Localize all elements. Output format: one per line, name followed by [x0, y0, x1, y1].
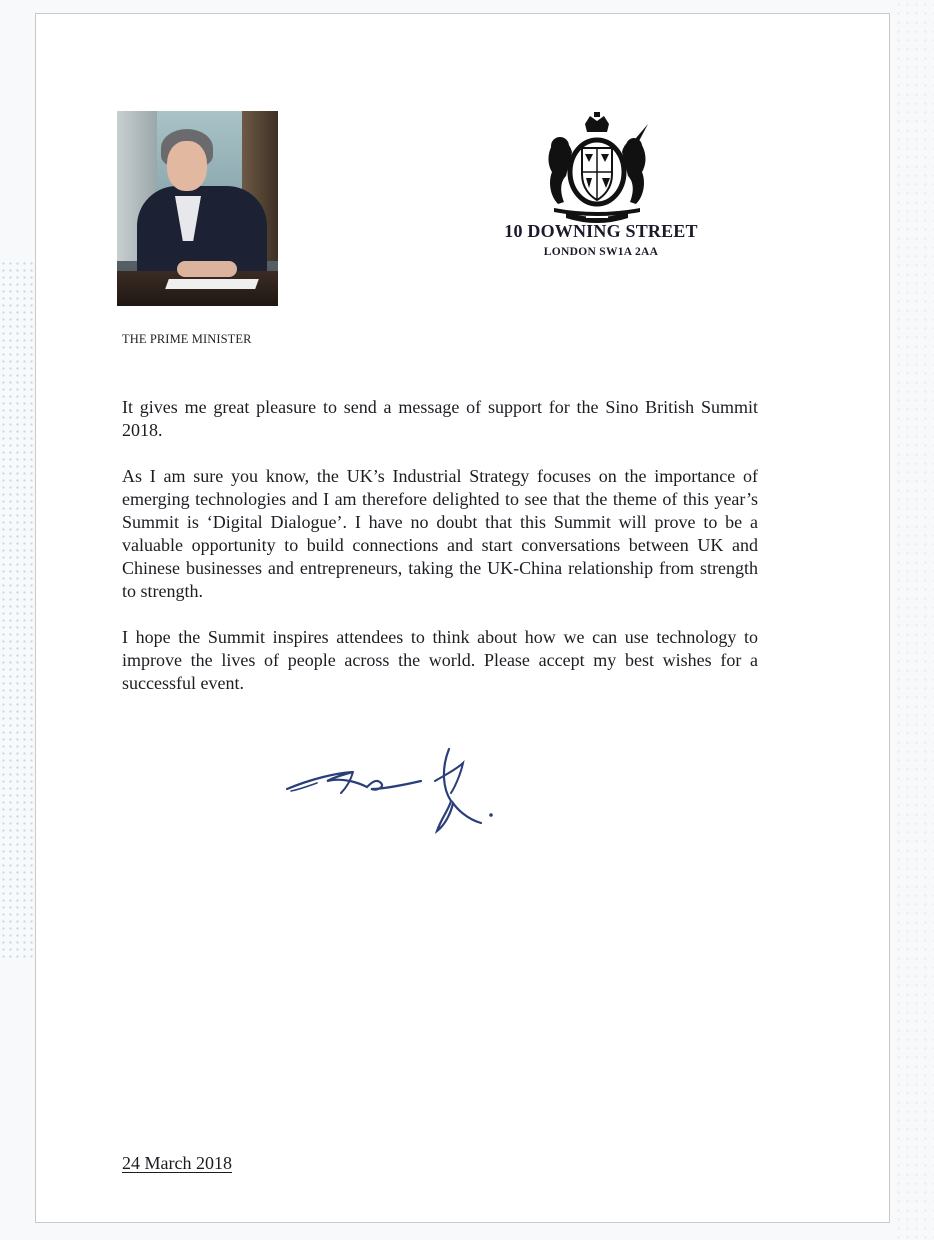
- address-city: LONDON SW1A 2AA: [543, 246, 659, 258]
- letter-body: [122, 396, 758, 718]
- royal-coat-of-arms-icon: [538, 112, 656, 230]
- letter-date: 24 March 2018: [122, 1153, 232, 1173]
- background-dots-left: [0, 260, 40, 960]
- paragraph-3: I hope the Summit inspires attendees to think about how we can use technology to improve the lives of people across the world. Please accept my best wishes for a successful event.: [122, 627, 758, 693]
- paragraph-2: As I am sure you know, the UK’s Industrial Strategy focuses on the importance of emerging technologies and I am therefore delighted to see that the theme of this year’s Summit is ‘Digital Dialogue’. I have no doubt that this Summit will prove to be a valuable opportunity to build connections and start conversations between UK and Chinese businesses and entrepreneurs, taking the UK-China relationship from strength to strength.: [122, 466, 758, 601]
- handwritten-signature: [281, 739, 511, 839]
- letter-page: [35, 13, 890, 1223]
- address-street: 10 DOWNING STREET: [504, 221, 698, 241]
- background-dots-right: [894, 0, 934, 1240]
- sender-title: THE PRIME MINISTER: [122, 332, 252, 346]
- paragraph-1: It gives me great pleasure to send a message of support for the Sino British Summit 2018.: [122, 397, 758, 440]
- portrait-photo: [117, 111, 278, 306]
